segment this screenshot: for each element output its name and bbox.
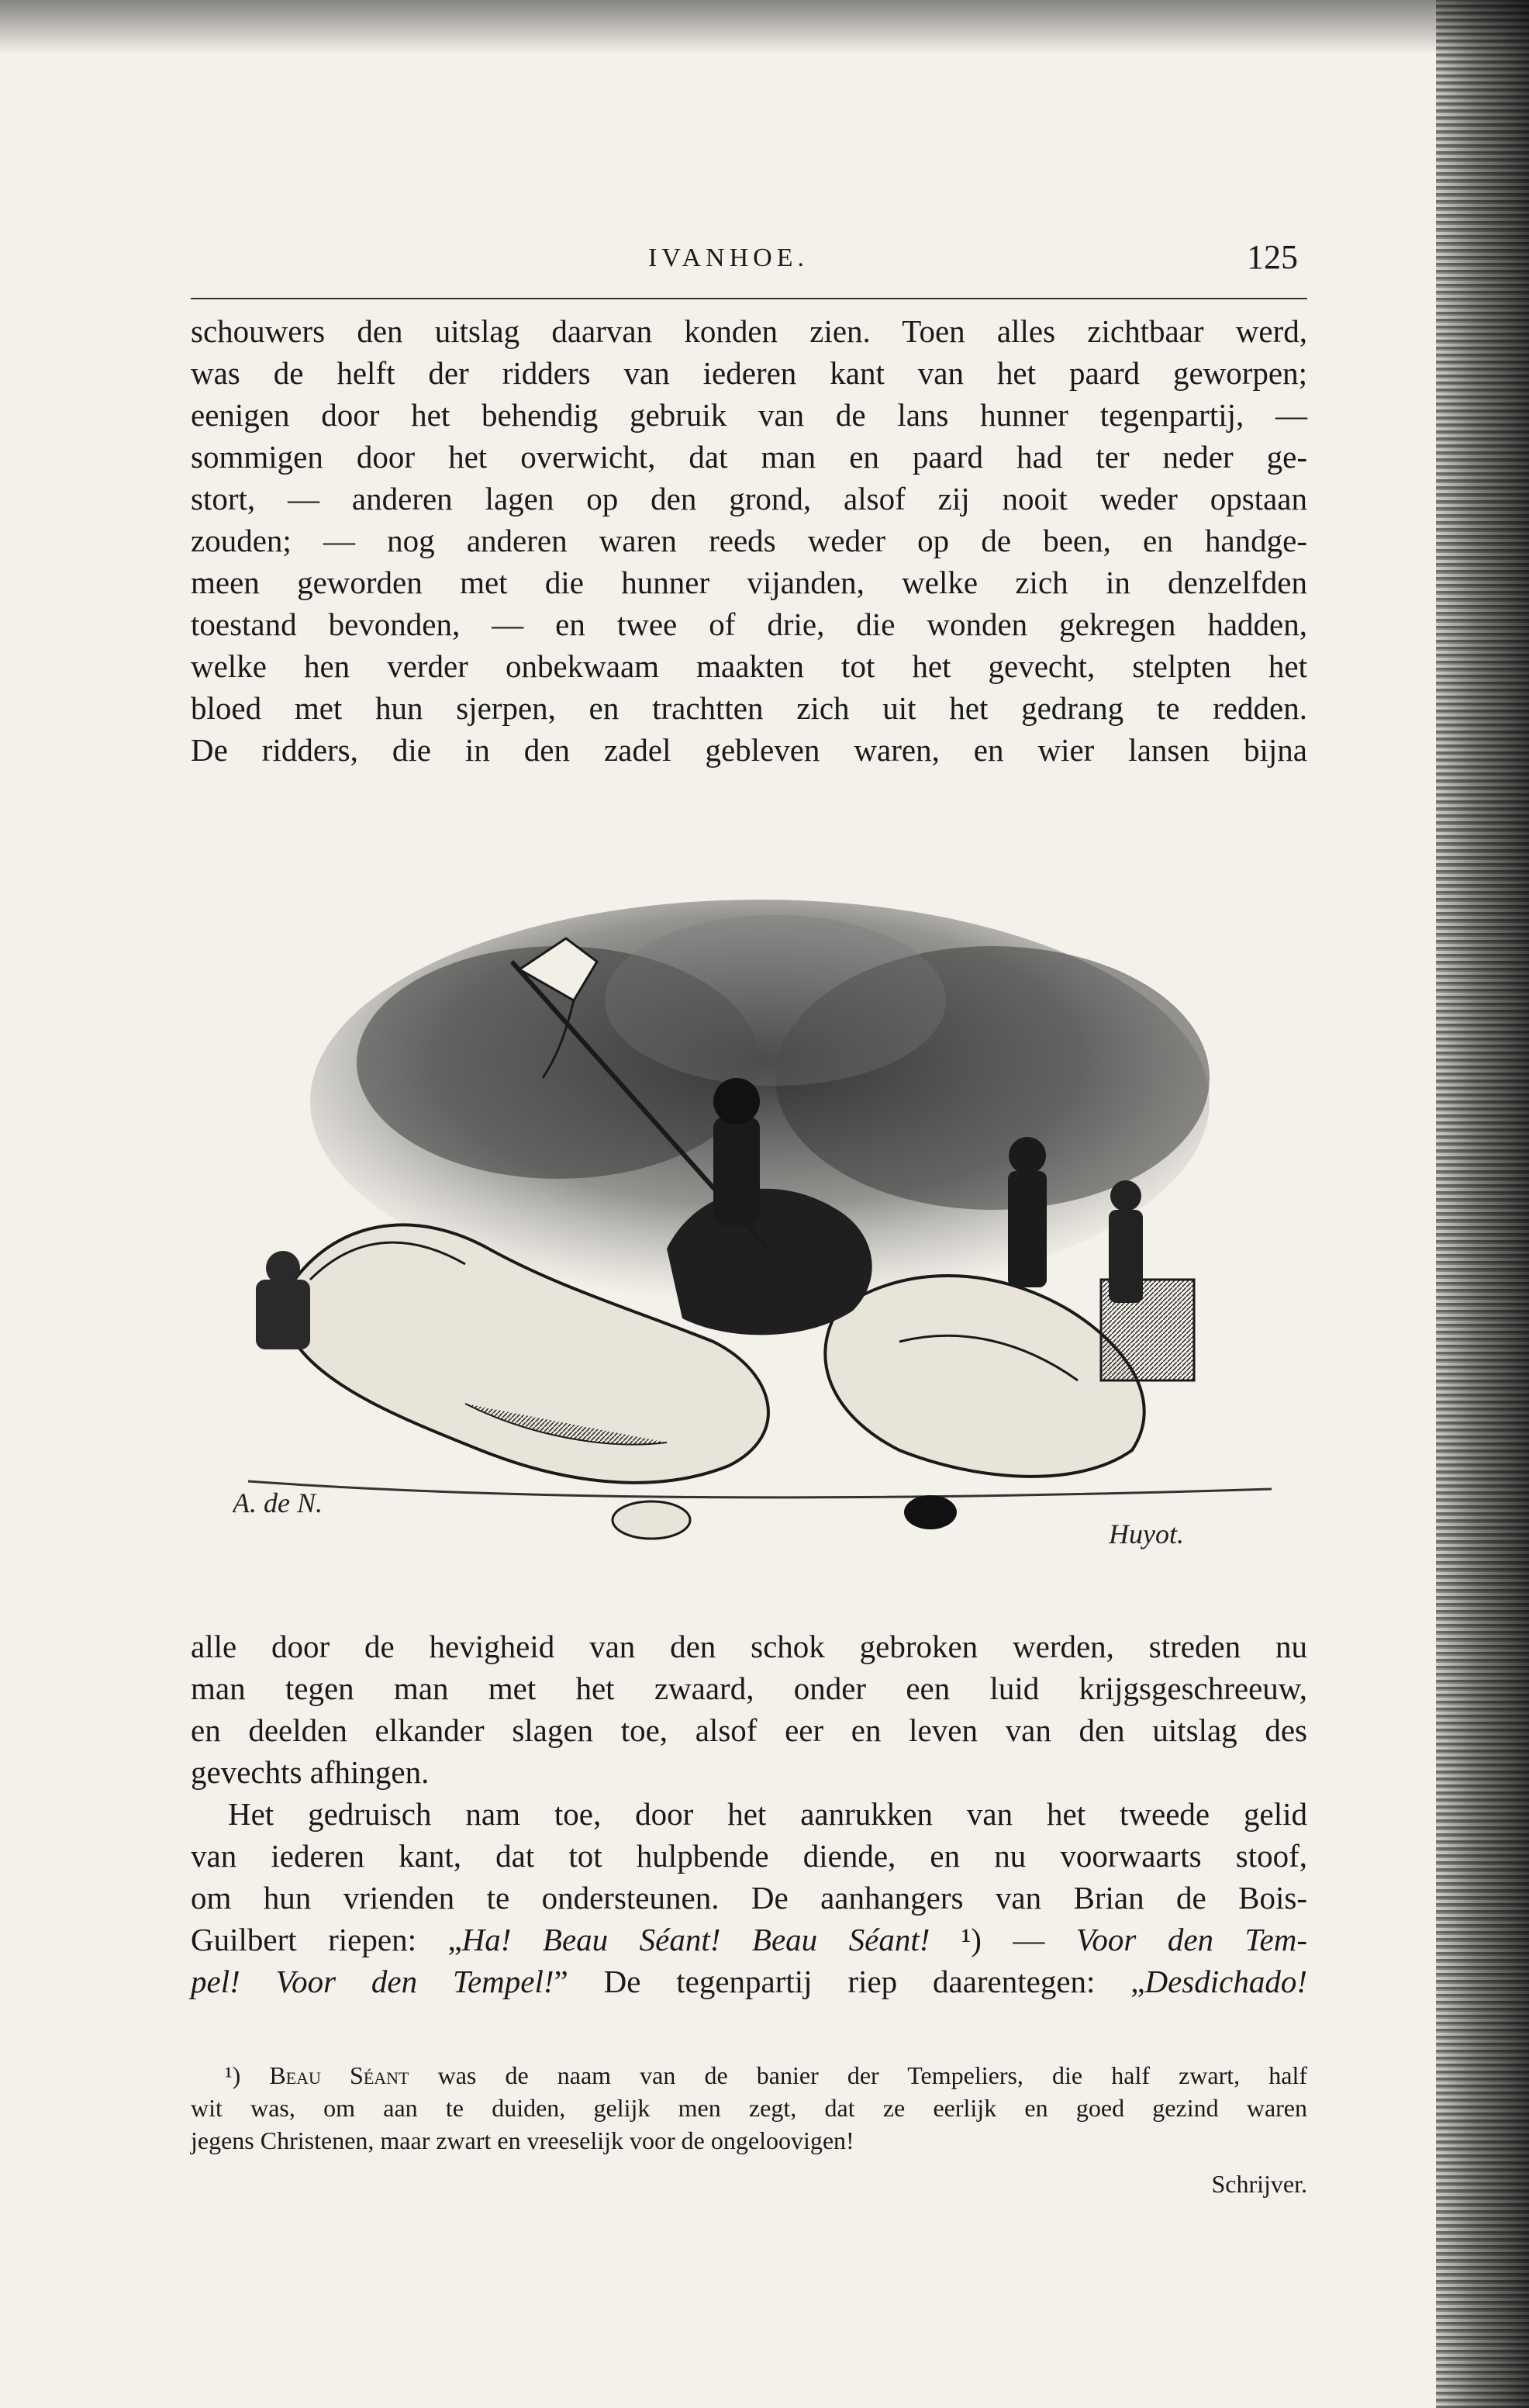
text-line: zouden; — nog anderen waren reeds weder op de been, en handge- xyxy=(191,523,1307,558)
text-line: en deelden elkander slagen toe, alsof eer en leven van den uitslag des xyxy=(191,1712,1307,1748)
footnote xyxy=(191,2059,1308,2198)
footnote-line: wit was, om aan te duiden, gelijk men zegt, dat ze eerlijk en goed gezind waren xyxy=(191,2094,1307,2122)
battle-cry: pel! Voor den Tempel! xyxy=(191,1964,554,1999)
footnote-signature: Schrijver. xyxy=(1211,2170,1307,2198)
artist-signature-left: A. de N. xyxy=(233,1487,323,1518)
text-line: bloed met hun sjerpen, en trachtten zich uit het gedrang te redden. xyxy=(191,690,1307,726)
text-line xyxy=(191,1919,1307,1961)
battle-cry: Ha! Beau Séant! Beau Séant! xyxy=(461,1922,930,1957)
footnote-line: jegens Christenen, maar zwart en vreeselijk voor de ongeloovigen! xyxy=(191,2126,854,2154)
text-line: stort, — anderen lagen op den grond, alsof zij nooit weder opstaan xyxy=(191,481,1307,516)
footnote-line xyxy=(191,2059,1307,2092)
running-header xyxy=(191,233,1307,279)
page-number: 125 xyxy=(1247,238,1298,276)
text-line: gevechts afhingen. xyxy=(191,1754,430,1790)
text-line: Het gedruisch nam toe, door het aanrukken van het tweede gelid xyxy=(228,1796,1307,1832)
text-line: De ridders, die in den zadel gebleven waren, en wier lansen bijna xyxy=(191,732,1307,768)
footnote-ref: ¹) — xyxy=(930,1922,1076,1957)
scan-edge-right xyxy=(1436,0,1529,2408)
text-line: van iederen kant, dat tot hulpbende diende, en nu voorwaarts stoof, xyxy=(191,1838,1307,1874)
text-run: ” De tegenpartij riep daarentegen: „ xyxy=(554,1964,1145,1999)
battle-illustration xyxy=(233,845,1287,1574)
footnote-term: Beau Séant xyxy=(269,2061,409,2089)
text-line: was de helft der ridders van iederen kant van het paard geworpen; xyxy=(191,355,1307,391)
text-line: man tegen man met het zwaard, onder een luid krijgsgeschreeuw, xyxy=(191,1670,1307,1706)
footnote-marker: ¹) xyxy=(225,2061,241,2089)
text-line: alle door de hevigheid van den schok gebroken werden, streden nu xyxy=(191,1629,1307,1664)
text-line: meen geworden met die hunner vijanden, welke zich in denzelfden xyxy=(191,565,1307,600)
footnote-text: was de naam van de banier der Tempeliers, die half zwart, half xyxy=(409,2061,1308,2089)
text-line: sommigen door het overwicht, dat man en paard had ter neder ge- xyxy=(191,439,1307,475)
battle-cry: Desdichado! xyxy=(1144,1964,1307,1999)
text-run: Guilbert riepen: „ xyxy=(191,1922,462,1957)
scan-shadow-top xyxy=(0,0,1529,54)
text-line: schouwers den uitslag daarvan konden zien. Toen alles zichtbaar werd, xyxy=(191,313,1307,349)
text-line: eenigen door het behendig gebruik van de lans hunner tegenpartij, — xyxy=(191,397,1307,433)
body-text-top xyxy=(191,310,1307,771)
text-line xyxy=(191,1961,1307,2002)
text-line: welke hen verder onbekwaam maakten tot het gevecht, stelpten het xyxy=(191,648,1307,684)
running-title: IVANHOE. xyxy=(648,244,809,272)
body-text-bottom xyxy=(191,1625,1307,2002)
battle-cry: Voor den Tem- xyxy=(1075,1922,1308,1957)
header-rule xyxy=(191,298,1307,299)
text-line: toestand bevonden, — en twee of drie, die wonden gekregen hadden, xyxy=(191,606,1307,642)
text-line: om hun vrienden te ondersteunen. De aanhangers van Brian de Bois- xyxy=(191,1880,1307,1916)
artist-signature-right: Huyot. xyxy=(1109,1518,1184,1549)
